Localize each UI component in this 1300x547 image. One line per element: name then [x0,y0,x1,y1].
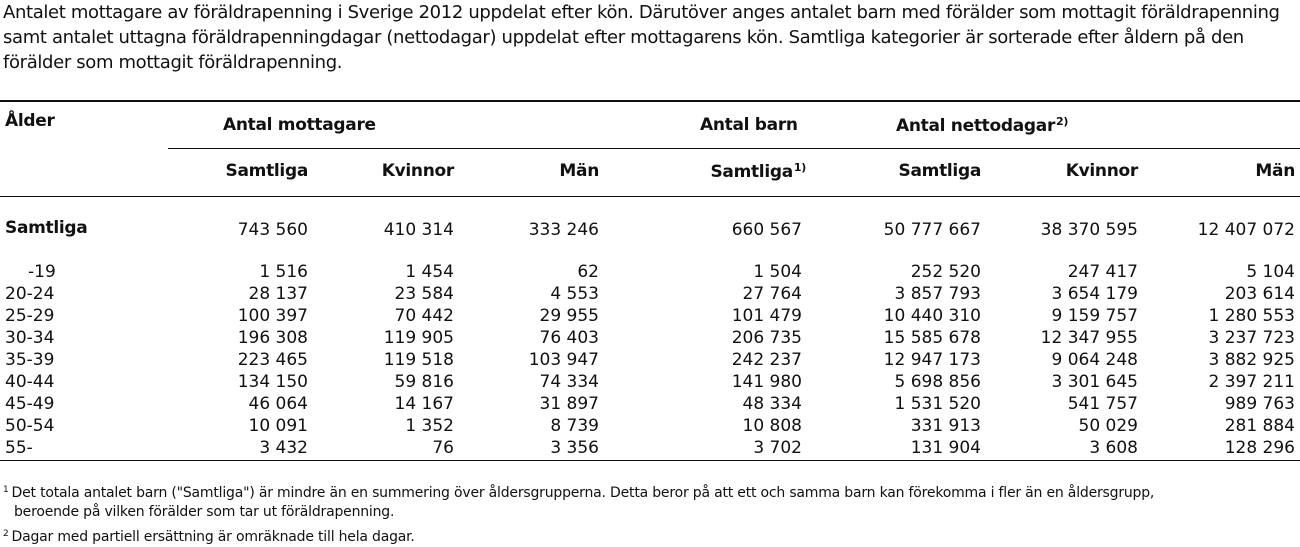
footnote-2 [3,524,415,547]
cell-netto-samtliga: 10 440 310 [883,306,981,326]
cell-netto-samtliga: 3 857 793 [894,284,981,304]
header-group-mottagare: Antal mottagare [223,115,376,135]
total-mottagare-man: 333 246 [528,220,599,240]
header-col-kvinnor: Kvinnor [381,161,454,181]
table-row [0,394,1300,414]
cell-netto-man: 281 884 [1224,416,1295,436]
cell-netto-kvinnor: 247 417 [1067,262,1138,282]
table-bottom-rule [0,460,1300,461]
cell-netto-samtliga: 12 947 173 [883,350,981,370]
header-bottom-rule [0,196,1300,197]
cell-mottagare-kvinnor: 23 584 [394,284,454,304]
cell-netto-kvinnor: 3 608 [1089,438,1138,458]
cell-mottagare-kvinnor: 1 454 [405,262,454,282]
cell-netto-man: 5 104 [1246,262,1295,282]
table-row [0,372,1300,392]
footnote-ref-1: 1) [793,161,806,174]
cell-mottagare-man: 29 955 [539,306,599,326]
table-row [0,328,1300,348]
cell-mottagare-man: 4 553 [550,284,599,304]
table-row [0,284,1300,304]
cell-mottagare-man: 31 897 [539,394,599,414]
cell-mottagare-man: 74 334 [539,372,599,392]
row-age-label: 20-24 [5,284,55,304]
cell-netto-kvinnor: 3 654 179 [1051,284,1138,304]
cell-netto-samtliga: 331 913 [910,416,981,436]
cell-netto-man: 3 237 723 [1208,328,1295,348]
total-netto-man: 12 407 072 [1197,220,1295,240]
cell-mottagare-samtliga: 196 308 [237,328,308,348]
footnote-1 [3,480,1154,503]
row-age-label: 55- [5,438,33,458]
cell-netto-samtliga: 131 904 [910,438,981,458]
header-col-netto-man: Män [1255,161,1295,181]
header-group-barn: Antal barn [700,115,798,135]
cell-mottagare-kvinnor: 59 816 [394,372,454,392]
table-row [0,416,1300,436]
cell-netto-samtliga: 1 531 520 [894,394,981,414]
row-age-label: 40-44 [5,372,55,392]
cell-barn-samtliga: 206 735 [731,328,802,348]
cell-mottagare-samtliga: 134 150 [237,372,308,392]
row-age-label: 35-39 [5,350,55,370]
cell-barn-samtliga: 101 479 [731,306,802,326]
footnote-1-line-2: beroende på vilken förälder som tar ut föräldrapenning. [14,504,395,520]
cell-mottagare-samtliga: 28 137 [248,284,308,304]
header-alder: Ålder [5,111,55,131]
row-age-label: -19 [28,262,56,282]
footnote-ref-2: 2) [1056,115,1069,128]
table-row [0,438,1300,458]
cell-mottagare-samtliga: 46 064 [248,394,308,414]
total-barn-samtliga: 660 567 [731,220,802,240]
cell-barn-samtliga: 242 237 [731,350,802,370]
cell-mottagare-man: 76 403 [539,328,599,348]
intro-text: Antalet mottagare av föräldrapenning i Sverige 2012 uppdelat efter kön. Därutöver anges antalet barn med förälder som mottagit föräldrapenning samt antalet uttagna föräldrapenningdagar (nettodagar) uppdelat efter mottagarens kön. Samtliga kategorier är sorterade efter åldern på den förälder som mottagit föräldrapenning. [3,2,1280,73]
cell-barn-samtliga: 1 504 [753,262,802,282]
cell-netto-man: 3 882 925 [1208,350,1295,370]
footnote-2-line-1: Dagar med partiell ersättning är omräknade till hela dagar. [11,529,415,545]
header-col-barn-samtliga: Samtliga$^{1)}$ [710,161,806,182]
total-row [0,218,1300,238]
row-age-label: 25-29 [5,306,55,326]
cell-barn-samtliga: 141 980 [731,372,802,392]
cell-mottagare-samtliga: 1 516 [259,262,308,282]
cell-netto-kvinnor: 12 347 955 [1040,328,1138,348]
header-col-man: Män [559,161,599,181]
cell-mottagare-man: 62 [577,262,599,282]
cell-barn-samtliga: 10 808 [742,416,802,436]
cell-netto-man: 2 397 211 [1208,372,1295,392]
cell-netto-samtliga: 5 698 856 [894,372,981,392]
cell-netto-kvinnor: 541 757 [1067,394,1138,414]
cell-barn-samtliga: 48 334 [742,394,802,414]
footnote-1-mark: 1 [3,485,9,495]
cell-mottagare-man: 103 947 [528,350,599,370]
cell-netto-man: 989 763 [1224,394,1295,414]
cell-netto-kvinnor: 9 159 757 [1051,306,1138,326]
header-mid-rule [168,148,1300,149]
cell-netto-man: 128 296 [1224,438,1295,458]
total-netto-kvinnor: 38 370 595 [1040,220,1138,240]
cell-mottagare-kvinnor: 119 518 [383,350,454,370]
cell-netto-man: 203 614 [1224,284,1295,304]
footnote-2-mark: 2 [3,529,9,539]
cell-mottagare-samtliga: 223 465 [237,350,308,370]
header-col-netto-kvinnor: Kvinnor [1065,161,1138,181]
row-age-label: 50-54 [5,416,55,436]
cell-mottagare-kvinnor: 119 905 [383,328,454,348]
cell-mottagare-kvinnor: 1 352 [405,416,454,436]
total-row-label: Samtliga [5,218,88,238]
cell-netto-kvinnor: 50 029 [1078,416,1138,436]
footnote-1-continuation [14,502,394,522]
table-row [0,262,1300,282]
total-mottagare-kvinnor: 410 314 [383,220,454,240]
cell-mottagare-man: 8 739 [550,416,599,436]
cell-mottagare-samtliga: 100 397 [237,306,308,326]
header-col-samtliga: Samtliga [225,161,308,181]
row-age-label: 30-34 [5,328,55,348]
cell-mottagare-samtliga: 10 091 [248,416,308,436]
cell-mottagare-man: 3 356 [550,438,599,458]
cell-mottagare-kvinnor: 70 442 [394,306,454,326]
total-mottagare-samtliga: 743 560 [237,220,308,240]
header-group-nettodagar: Antal nettodagar$^{2)}$ [896,115,1069,136]
cell-barn-samtliga: 27 764 [742,284,802,304]
cell-mottagare-kvinnor: 14 167 [394,394,454,414]
header-col-netto-samtliga: Samtliga [898,161,981,181]
cell-mottagare-samtliga: 3 432 [259,438,308,458]
cell-netto-man: 1 280 553 [1208,306,1295,326]
row-age-label: 45-49 [5,394,55,414]
total-netto-samtliga: 50 777 667 [883,220,981,240]
cell-barn-samtliga: 3 702 [753,438,802,458]
cell-mottagare-kvinnor: 76 [432,438,454,458]
table-row [0,306,1300,326]
table-row [0,350,1300,370]
cell-netto-kvinnor: 3 301 645 [1051,372,1138,392]
footnote-1-line-1: Det totala antalet barn ("Samtliga") är mindre än en summering över åldersgrupperna. Detta beror på att ett och samma barn kan förekomma i fler än en åldersgrupp, [11,485,1155,501]
cell-netto-samtliga: 15 585 678 [883,328,981,348]
cell-netto-samtliga: 252 520 [910,262,981,282]
table-top-rule [0,100,1300,102]
cell-netto-kvinnor: 9 064 248 [1051,350,1138,370]
